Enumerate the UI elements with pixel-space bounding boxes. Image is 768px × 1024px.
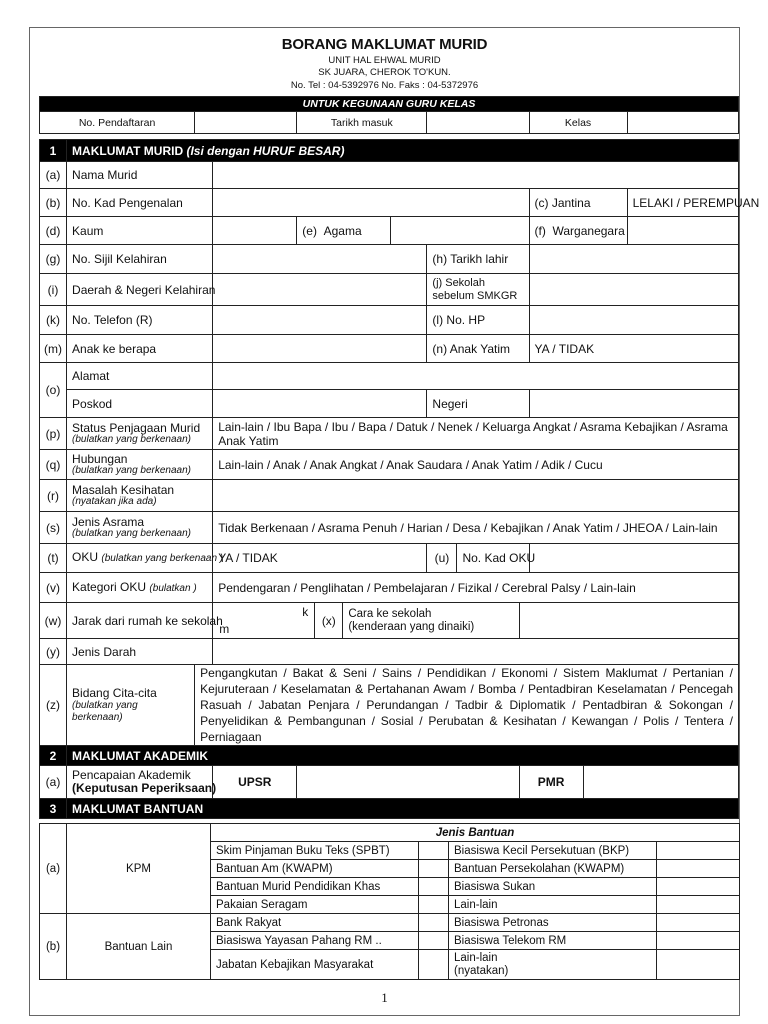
address-label: Alamat [67, 363, 213, 390]
religion-field[interactable] [391, 217, 529, 245]
row-key: (z) [40, 665, 67, 746]
aid-types-label: Jenis Bantuan [211, 824, 740, 842]
ambition-options[interactable]: Pengangkutan / Bakat & Seni / Sains / Pendidikan / Ekonomi / Sistem Maklumat / Pertanian / Kejuruteraan / Keselamatan & Pertahanan Awam / Bomba / Pentadbiran Keselamatan / Pencegah Rasuah / Jabatan Penjara / Perundangan / Tadbir & Diplomatik / Pentadbiran & Sokongan / Penyelidikan & Pembangunan / Sosial / Perubatan & Kesihatan / Kewangan / Polis / Tentera / Perniagaan [195, 665, 739, 746]
academic-label: Pencapaian Akademik [72, 768, 191, 782]
ic-number-label: No. Kad Pengenalan [67, 189, 213, 217]
row-key: (d) [40, 217, 67, 245]
orphan-options[interactable]: YA / TIDAK [529, 335, 739, 363]
transport-cell [343, 603, 519, 639]
row-key: (w) [40, 603, 67, 639]
row-key: (g) [40, 245, 67, 274]
date-in-field[interactable] [427, 112, 529, 134]
guardian-status-note: (bulatkan yang berkenaan) [72, 433, 192, 445]
row-key: (a) [40, 824, 67, 914]
aid-checkbox[interactable] [419, 914, 449, 932]
aid-checkbox[interactable] [657, 860, 740, 878]
academic-cell [67, 766, 217, 799]
mobile-field[interactable] [529, 306, 739, 335]
relationship-note: (bulatkan yang berkenaan) [72, 464, 192, 476]
aid-checkbox[interactable] [419, 932, 449, 950]
aid-item-label: Biasiswa Yayasan Pahang RM .. [211, 932, 419, 950]
oku-category-note: (bulatkan ) [149, 582, 197, 594]
religion-label [297, 217, 391, 245]
transport-field[interactable] [519, 603, 739, 639]
row-key: (a) [40, 162, 67, 189]
row-key: (y) [40, 639, 67, 665]
section1-number: 1 [40, 140, 67, 162]
child-order-label: Anak ke berapa [67, 335, 213, 363]
gender-options[interactable]: LELAKI / PEREMPUAN [627, 189, 738, 217]
transport-key: (x) [315, 603, 343, 639]
postcode-field[interactable] [213, 390, 427, 418]
orphan-label: (n) Anak Yatim [427, 335, 529, 363]
oku-category-label: Kategori OKU [72, 579, 147, 594]
previous-school-field[interactable] [529, 274, 739, 306]
religion-key: (e) [302, 223, 317, 238]
relationship-options[interactable]: Lain-lain / Anak / Anak Angkat / Anak Saudara / Anak Yatim / Adik / Cucu [213, 450, 739, 480]
guardian-status-label: Status Penjagaan Murid [72, 420, 201, 435]
birthplace-field[interactable] [213, 274, 427, 306]
pmr-field[interactable] [583, 766, 738, 799]
aid-item-label: Biasiswa Telekom RM [449, 932, 657, 950]
aid-item-label: Biasiswa Kecil Persekutuan (BKP) [449, 842, 657, 860]
citizenship-field[interactable] [627, 217, 738, 245]
oku-label: OKU [72, 550, 99, 564]
birth-cert-field[interactable] [213, 245, 427, 274]
unit-name: UNIT HAL EHWAL MURID [328, 55, 441, 66]
date-in-label: Tarikh masuk [297, 112, 427, 134]
aid-item-label: Bantuan Am (KWAPM) [211, 860, 419, 878]
student-name-field[interactable] [213, 162, 739, 189]
ic-number-field[interactable] [213, 189, 529, 217]
aid-checkbox[interactable] [657, 842, 740, 860]
teacher-use-title: UNTUK KEGUNAAN GURU KELAS [40, 97, 739, 112]
distance-unit-m: m [219, 622, 230, 636]
section3-number: 3 [40, 799, 67, 819]
blood-type-field[interactable] [213, 639, 739, 665]
distance-field[interactable] [213, 603, 315, 639]
religion-text: Agama [323, 223, 362, 238]
school-name: SK JUARA, CHEROK TO'KUN. [318, 67, 451, 78]
reg-no-label: No. Pendaftaran [40, 112, 195, 134]
oku-options[interactable]: YA / TIDAK [213, 544, 427, 573]
aid-item-label: Bank Rakyat [211, 914, 419, 932]
mobile-label: (l) No. HP [427, 306, 529, 335]
blood-type-label: Jenis Darah [67, 639, 213, 665]
child-order-field[interactable] [213, 335, 427, 363]
aid-item-label: Pakaian Seragam [211, 896, 419, 914]
birth-date-label: (h) Tarikh lahir [427, 245, 529, 274]
aid-checkbox[interactable] [657, 878, 740, 896]
other-aid-label: Bantuan Lain [67, 914, 211, 980]
row-key: (p) [40, 418, 67, 450]
pmr-label: PMR [519, 766, 583, 799]
section1-title-note: (Isi dengan HURUF BESAR) [186, 143, 345, 158]
row-key: (q) [40, 450, 67, 480]
section2-number: 2 [40, 746, 67, 766]
aid-item-label: Jabatan Kebajikan Masyarakat [211, 950, 419, 980]
state-field[interactable] [529, 390, 739, 418]
oku-category-options[interactable]: Pendengaran / Penglihatan / Pembelajaran / Fizikal / Cerebral Palsy / Lain-lain [213, 573, 739, 603]
student-name-label: Nama Murid [67, 162, 213, 189]
aid-table [39, 823, 740, 980]
row-key: (a) [40, 766, 67, 799]
row-key: (o) [40, 363, 67, 418]
section1-title: MAKLUMAT MURID [72, 143, 184, 158]
aid-checkbox[interactable] [657, 914, 740, 932]
distance-unit-k: k [302, 605, 309, 619]
postcode-label: Poskod [67, 390, 213, 418]
upsr-field[interactable] [297, 766, 519, 799]
oku-cell [67, 544, 224, 573]
row-key: (k) [40, 306, 67, 335]
section1-heading [67, 140, 739, 162]
birthplace-label: Daerah & Negeri Kelahiran [67, 274, 213, 306]
ambition-note: (bulatkan yang berkenaan) [72, 699, 138, 723]
health-label: Masalah Kesihatan [72, 482, 175, 497]
birth-date-field[interactable] [529, 245, 739, 274]
address-field[interactable] [213, 363, 739, 390]
oku-note: (bulatkan yang berkenaan ) [101, 553, 224, 564]
row-key: (s) [40, 512, 67, 544]
aid-item-label: Bantuan Persekolahan (KWAPM) [449, 860, 657, 878]
upsr-label: UPSR [213, 766, 297, 799]
aid-checkbox[interactable] [419, 842, 449, 860]
row-key: (v) [40, 573, 67, 603]
aid-checkbox[interactable] [657, 896, 740, 914]
row-key: (i) [40, 274, 67, 306]
citizenship-label [529, 217, 627, 245]
row-key: (t) [40, 544, 67, 573]
previous-school-label: (j) Sekolah sebelum SMKGR [427, 274, 529, 306]
oku-card-field[interactable] [529, 544, 739, 573]
aid-item-label: Biasiswa Sukan [449, 878, 657, 896]
page-number: 1 [381, 990, 388, 1005]
section3-title: MAKLUMAT BANTUAN [67, 799, 739, 819]
birth-cert-label: No. Sijil Kelahiran [67, 245, 213, 274]
aid-checkbox[interactable] [419, 950, 449, 980]
hostel-type-cell [67, 512, 213, 544]
class-field[interactable] [627, 112, 738, 134]
aid-item-label: Lain-lain [449, 896, 657, 914]
row-key: (m) [40, 335, 67, 363]
health-cell [67, 480, 213, 512]
row-key: (r) [40, 480, 67, 512]
aid-checkbox[interactable] [419, 860, 449, 878]
reg-no-field[interactable] [195, 112, 297, 134]
hostel-type-note: (bulatkan yang berkenaan) [72, 527, 192, 539]
aid-item-label: Skim Pinjaman Buku Teks (SPBT) [211, 842, 419, 860]
ambition-label: Bidang Cita-cita [72, 685, 157, 700]
phone-label: No. Telefon (R) [67, 306, 213, 335]
form-title: BORANG MAKLUMAT MURID [281, 36, 488, 53]
academic-note: (Keputusan Peperiksaan) [72, 781, 217, 795]
state-label: Negeri [427, 390, 529, 418]
aid-other-note: (nyatakan) [454, 964, 509, 977]
section2-title: MAKLUMAT AKADEMIK [67, 746, 739, 766]
gender-label: (c) Jantina [529, 189, 627, 217]
aid-other-cell [449, 950, 657, 980]
relationship-cell [67, 450, 213, 480]
oku-card-key: (u) [427, 544, 457, 573]
phone-field[interactable] [213, 306, 427, 335]
row-key: (b) [40, 914, 67, 980]
ambition-cell [67, 665, 195, 746]
aid-checkbox[interactable] [419, 878, 449, 896]
race-field[interactable] [213, 217, 297, 245]
guardian-status-options[interactable]: Lain-lain / Ibu Bapa / Ibu / Bapa / Datuk / Nenek / Keluarga Angkat / Asrama Kebajikan / Asrama Anak Yatim [213, 418, 739, 450]
class-label: Kelas [529, 112, 627, 134]
aid-checkbox[interactable] [657, 950, 740, 980]
relationship-label: Hubungan [72, 451, 128, 466]
oku-card-label: No. Kad OKU [457, 544, 529, 573]
transport-label: Cara ke sekolah [348, 607, 432, 620]
transport-note: (kenderaan yang dinaiki) [348, 620, 475, 633]
hostel-type-label: Jenis Asrama [72, 514, 145, 529]
aid-item-label: Biasiswa Petronas [449, 914, 657, 932]
citizenship-key: (f) [534, 223, 546, 238]
oku-category-cell [67, 573, 213, 603]
row-key: (b) [40, 189, 67, 217]
guardian-status-cell [67, 418, 213, 450]
aid-checkbox[interactable] [657, 932, 740, 950]
distance-label: Jarak dari rumah ke sekolah [67, 603, 213, 639]
aid-item-label: Bantuan Murid Pendidikan Khas [211, 878, 419, 896]
student-info-form [39, 96, 760, 819]
race-label: Kaum [67, 217, 213, 245]
aid-checkbox[interactable] [419, 896, 449, 914]
kpm-label: KPM [67, 824, 211, 914]
health-note: (nyatakan jika ada) [72, 495, 157, 507]
school-contact: No. Tel : 04-5392976 No. Faks : 04-5372976 [290, 80, 479, 91]
aid-item-label: Lain-lain [454, 951, 498, 964]
health-field[interactable] [213, 480, 739, 512]
hostel-type-options[interactable]: Tidak Berkenaan / Asrama Penuh / Harian / Desa / Kebajikan / Anak Yatim / JHEOA / Lain-lain [213, 512, 739, 544]
citizenship-text: Warganegara [552, 223, 625, 238]
